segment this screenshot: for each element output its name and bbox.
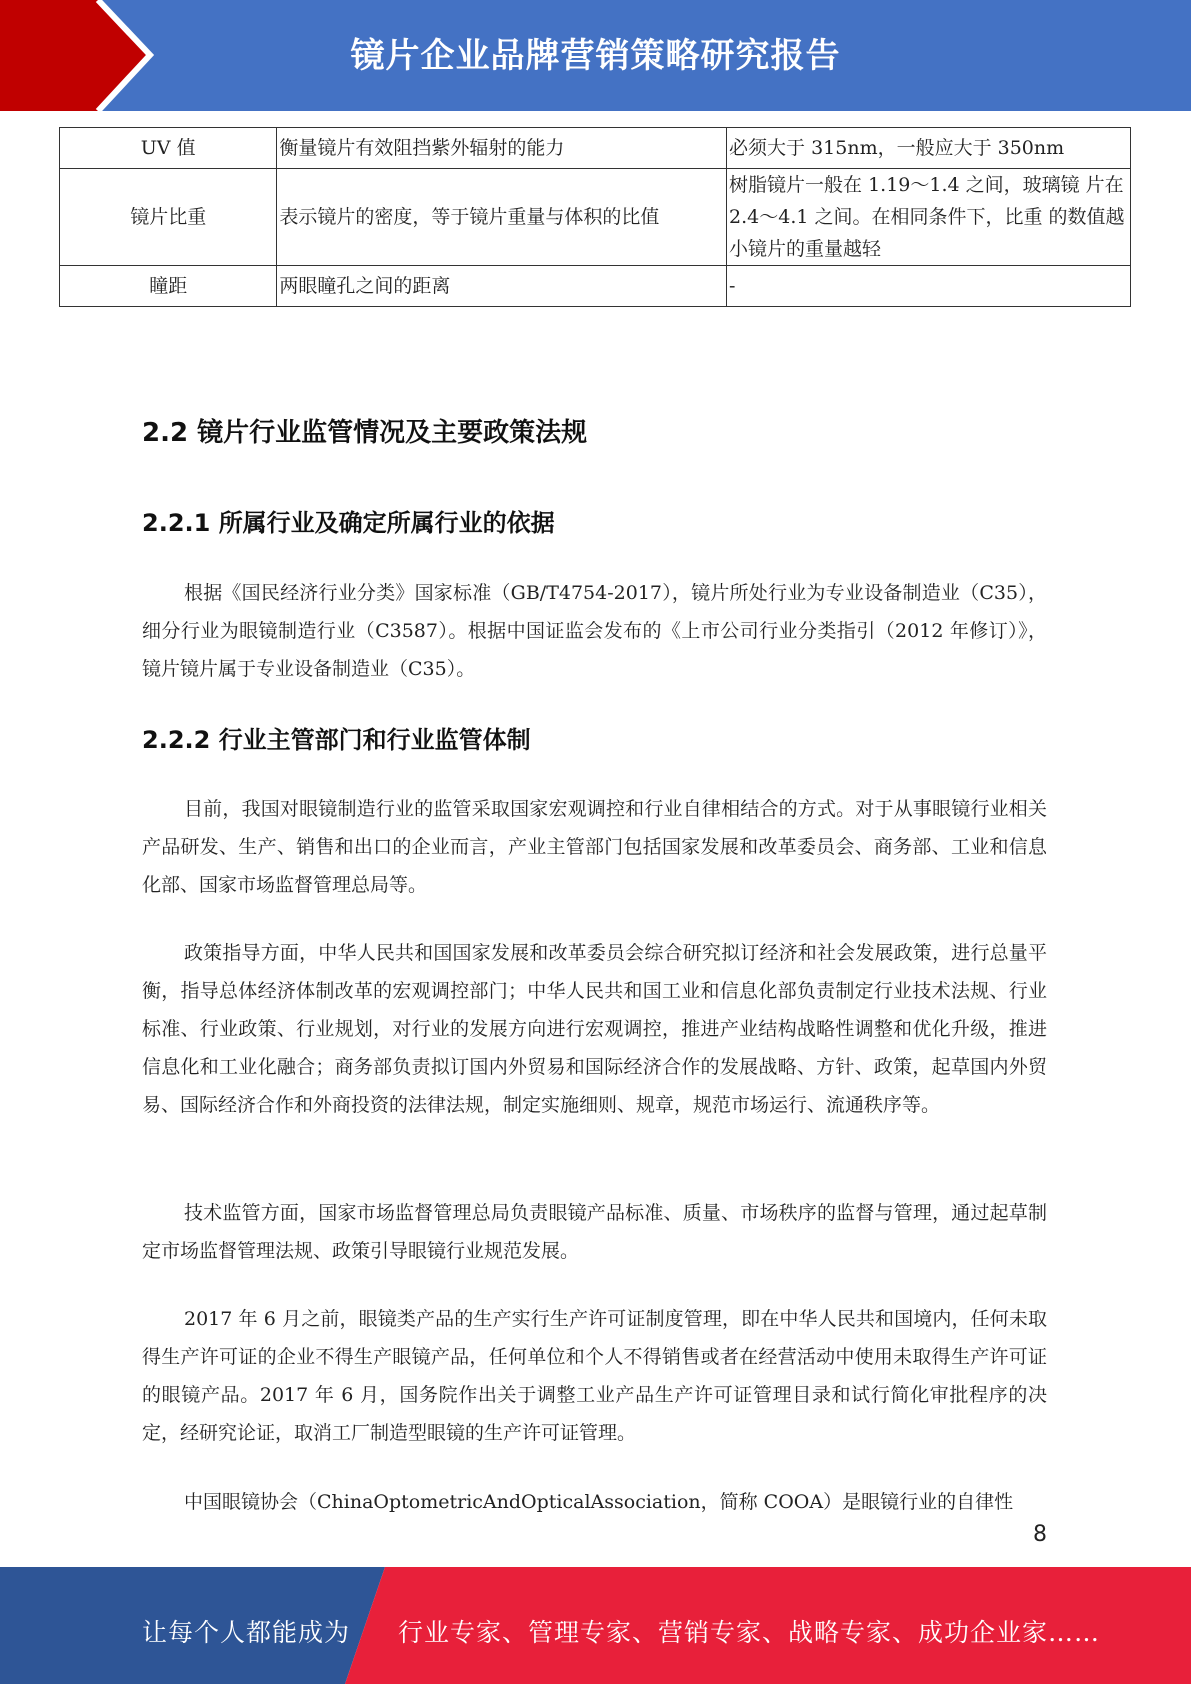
param-value: 必须大于 315nm，一般应大于 350nm: [727, 128, 1131, 169]
param-name: UV 值: [60, 128, 277, 169]
param-description: 两眼瞳孔之间的距离: [277, 266, 727, 307]
param-value: 树脂镜片一般在 1.19～1.4 之间，玻璃镜 片在 2.4～4.1 之间。在相同条件下，比重 的数值越小镜片的重量越轻: [727, 169, 1131, 266]
param-name: 镜片比重: [60, 169, 277, 266]
table-row: [60, 128, 1131, 169]
paragraph: 技术监管方面，国家市场监督管理总局负责眼镜产品标准、质量、市场秩序的监督与管理，通过起草制定市场监督管理法规、政策引导眼镜行业规范发展。: [142, 1202, 1047, 1262]
lens-parameter-table: [59, 127, 1131, 307]
table-row: [60, 169, 1131, 266]
footer-slogan-right: 行业专家、管理专家、营销专家、战略专家、成功企业家……: [398, 1618, 1101, 1647]
paragraph: 目前，我国对眼镜制造行业的监管采取国家宏观调控和行业自律相结合的方式。对于从事眼镜行业相关产品研发、生产、销售和出口的企业而言，产业主管部门包括国家发展和改革委员会、商务部、工业和信息化部、国家市场监督管理总局等。: [142, 798, 1047, 896]
footer-slogan-left: 让每个人都能成为: [142, 1618, 351, 1647]
param-value: -: [727, 266, 1131, 307]
param-description: 表示镜片的密度，等于镜片重量与体积的比值: [277, 169, 727, 266]
page-footer: [0, 1567, 1191, 1684]
table-row: [60, 266, 1131, 307]
page-header: [0, 0, 1191, 111]
subsection-heading: 2.2.2 行业主管部门和行业监管体制: [142, 726, 531, 754]
paragraph: 中国眼镜协会（ChinaOptometricAndOpticalAssociation，简称 COOA）是眼镜行业的自律性: [184, 1491, 1014, 1513]
page-number: 8: [1033, 1522, 1047, 1547]
subsection-heading: 2.2.1 所属行业及确定所属行业的依据: [142, 509, 555, 537]
paragraph: 政策指导方面，中华人民共和国国家发展和改革委员会综合研究拟订经济和社会发展政策，进行总量平衡，指导总体经济体制改革的宏观调控部门；中华人民共和国工业和信息化部负责制定行业技术法规、行业标准、行业政策、行业规划，对行业的发展方向进行宏观调控，推进产业结构战略性调整和优化升级，推进信息化和工业化融合；商务部负责拟订国内外贸易和国际经济合作的发展战略、方针、政策，起草国内外贸易、国际经济合作和外商投资的法律法规，制定实施细则、规章，规范市场运行、流通秩序等。: [142, 942, 1047, 1116]
section-heading: 2.2 镜片行业监管情况及主要政策法规: [142, 418, 588, 448]
paragraph: 根据《国民经济行业分类》国家标准（GB/T4754-2017），镜片所处行业为专业设备制造业（C35），细分行业为眼镜制造行业（C3587）。根据中国证监会发布的《上市公司行业分类指引（2012 年修订）》，镜片镜片属于专业设备制造业（C35）。: [142, 582, 1047, 680]
param-name: 瞳距: [60, 266, 277, 307]
paragraph: 2017 年 6 月之前，眼镜类产品的生产实行生产许可证制度管理，即在中华人民共和国境内，任何未取得生产许可证的企业不得生产眼镜产品，任何单位和个人不得销售或者在经营活动中使用未取得生产许可证的眼镜产品。2017 年 6 月，国务院作出关于调整工业产品生产许可证管理目录和试行简化审批程序的决定，经研究论证，取消工厂制造型眼镜的生产许可证管理。: [142, 1308, 1047, 1444]
report-title: 镜片企业品牌营销策略研究报告: [350, 36, 841, 76]
param-description: 衡量镜片有效阻挡紫外辐射的能力: [277, 128, 727, 169]
